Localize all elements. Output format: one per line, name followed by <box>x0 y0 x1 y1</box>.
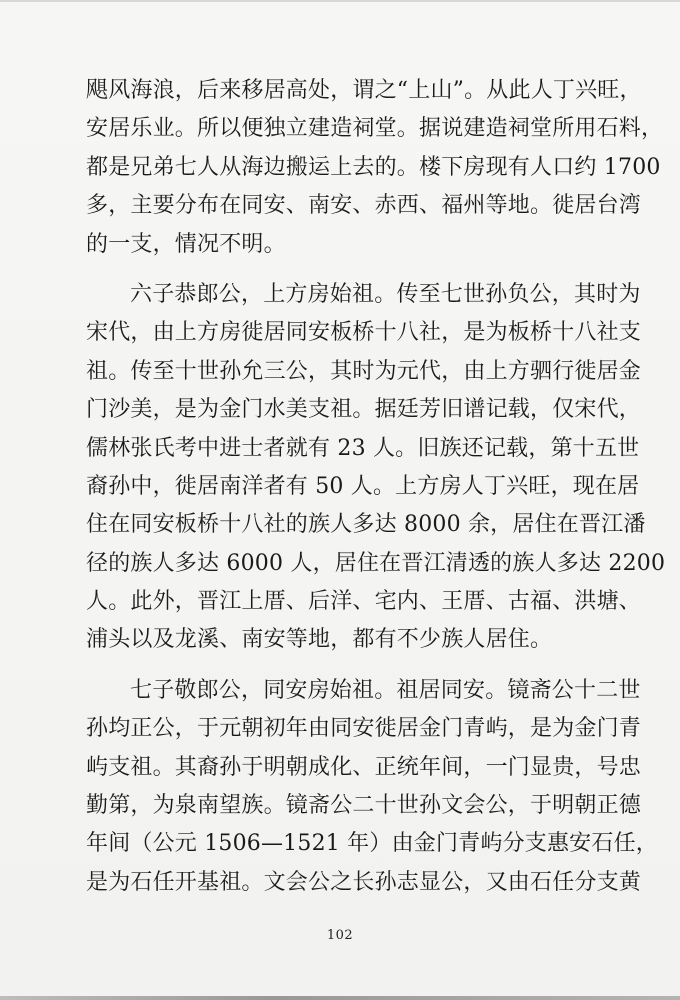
text-line: 宋代，由上方房徙居同安板桥十八社，是为板桥十八社支 <box>86 320 642 346</box>
text-line: 浦头以及龙溪、南安等地，都有不少族人居住。 <box>86 627 553 653</box>
text-line: 六子恭郎公，上方房始祖。传至七世孙负公，其时为 <box>130 281 641 307</box>
text-line: 飓风海浪，后来移居高处，谓之“上山”。从此人丁兴旺， <box>86 78 642 103</box>
text-line: 屿支祖。其裔孙于明朝成化、正统年间，一门显贵，号忠 <box>86 754 642 780</box>
text-line: 多，主要分布在同安、南安、赤西、福州等地。徙居台湾 <box>86 193 642 219</box>
text-line: 七子敬郎公，同安房始祖。祖居同安。镜斋公十二世 <box>130 677 641 703</box>
text-line: 祖。传至十世孙允三公，其时为元代，由上方驷行徙居金 <box>86 358 642 384</box>
text-line: 的一支，情况不明。 <box>86 231 286 257</box>
paragraph-gap <box>86 264 616 276</box>
text-line: 都是兄弟七人从海边搬运上去的。楼下房现有人口约 1700 <box>86 154 661 180</box>
text-line: 是为石任开基祖。文会公之长孙志显公，又由石任分支黄 <box>86 869 642 895</box>
paragraph-1 <box>86 72 664 264</box>
text-line: 勤第，为泉南望族。镜斋公二十世孙文会公，于明朝正德 <box>86 793 642 819</box>
text-line: 径的族人多达 6000 人，居住在晋江清透的族人多达 2200 <box>86 550 666 576</box>
text-line: 门沙美，是为金门水美支祖。据廷芳旧谱记载，仅宋代， <box>86 397 642 423</box>
text-line: 儒林张氏考中进士者就有 23 人。旧族还记载，第十五世 <box>86 435 640 461</box>
paragraph-gap <box>86 660 616 672</box>
body-text <box>86 72 666 902</box>
text-line: 住在同安板桥十八社的族人多达 8000 余，居住在晋江潘 <box>86 512 646 538</box>
text-line: 人。此外，晋江上厝、后洋、宅内、王厝、古福、洪塘、 <box>86 589 642 615</box>
text-line: 裔孙中，徙居南洋者有 50 人。上方房人丁兴旺，现在居 <box>86 473 640 499</box>
scan-bottom-edge <box>0 996 680 1000</box>
text-line: 孙均正公，于元朝初年由同安徙居金门青屿，是为金门青 <box>86 716 642 742</box>
page-number: 102 <box>326 928 354 943</box>
text-line: 年间（公元 1506—1521 年）由金门青屿分支惠安石任， <box>86 831 658 857</box>
paragraph-2 <box>86 276 666 660</box>
paragraph-3 <box>86 672 658 902</box>
text-line: 安居乐业。所以便独立建造祠堂。据说建造祠堂所用石料， <box>86 116 664 142</box>
scan-top-edge <box>0 0 680 2</box>
